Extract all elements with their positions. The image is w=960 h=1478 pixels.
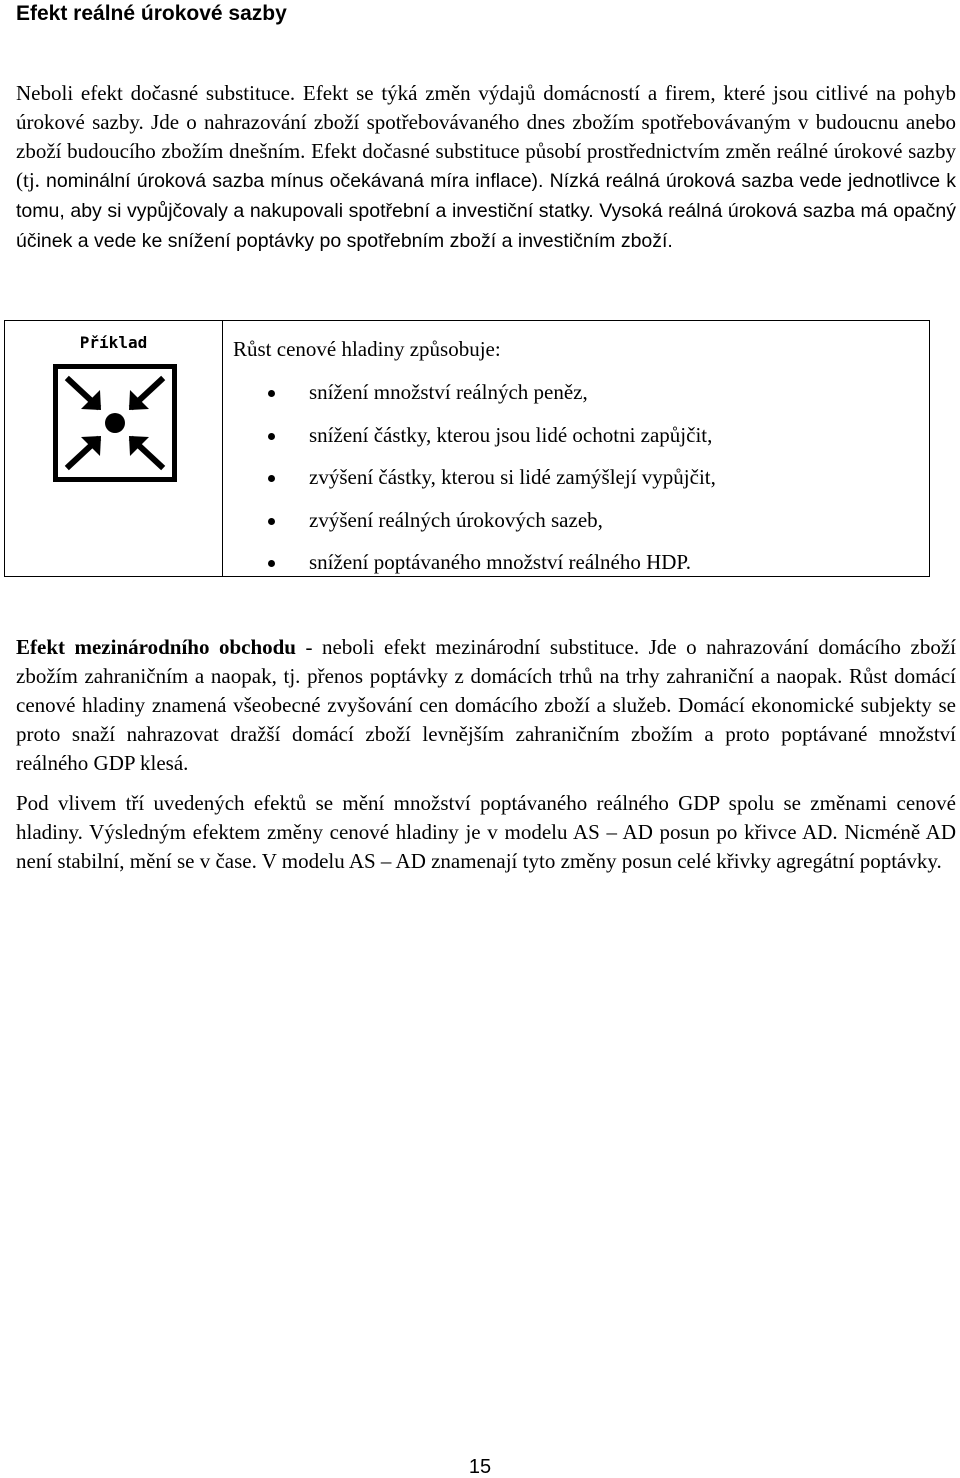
bullet-icon — [268, 475, 275, 482]
bullet-icon — [268, 390, 275, 397]
paragraph-international-trade-effect — [16, 633, 956, 778]
list-item: snížení množství reálných peněz, — [267, 378, 716, 421]
paragraph1-serif-text: Neboli efekt dočasné substituce. Efekt se týká změn výdajů domácností a firem, které jsou citlivé na pohyb úrokové sazby. Jde o nahrazování zboží spotřebovávaného dnes zbožím spotřebovávaným v budoucnu anebo zboží budoucího zbožím dnešním. Efekt dočasné substituce působí prostřednictvím změn reálné úrokové sazby (tj. — [16, 81, 956, 192]
paragraph1-sans-text: nominální úroková sazba mínus očekávaná míra inflace). Nízká reálná úroková sazba vede jednotlivce k tomu, aby si vypůjčovaly a nakupovali spotřební a investiční statky. Vysoká reálná úroková sazba má opačný účinek a vede ke snížení poptávky po spotřebním zboží a investičním zboží. — [16, 170, 956, 252]
list-item: zvýšení částky, kterou si lidé zamýšlejí vypůjčit, — [267, 463, 716, 506]
example-box-divider — [222, 321, 223, 576]
paragraph-summary: Pod vlivem tří uvedených efektů se mění množství poptávaného reálného GDP spolu se změnami cenové hladiny. Výsledným efektem změny cenové hladiny je v modelu AS – AD posun po křivce AD. Nicméně AD není stabilní, mění se v čase. V modelu AS – AD znamenají tyto změny posun celé křivky agregátní poptávky. — [16, 791, 956, 873]
bullet-icon — [268, 518, 275, 525]
paragraph-real-interest-rate-effect — [16, 79, 956, 256]
list-item: zvýšení reálných úrokových sazeb, — [267, 506, 716, 549]
paragraph2-bold-term: Efekt mezinárodního obchodu — [16, 635, 296, 659]
bullet-icon — [268, 433, 275, 440]
converging-arrows-icon — [53, 364, 177, 487]
list-item: snížení částky, kterou jsou lidé ochotni zapůjčit, — [267, 421, 716, 464]
example-box — [4, 320, 930, 577]
list-item: snížení poptávaného množství reálného HDP. — [267, 548, 716, 591]
section-heading: Efekt reálné úrokové sazby — [16, 2, 287, 25]
paragraph2-text: - neboli efekt mezinárodní substituce. Jde o nahrazování domácího zboží zbožím zahraničním a naopak, tj. přenos poptávky z domácích trhů na trhy zahraniční a naopak. Růst domácí cenové hladiny znamená všeobecné zvyšování cen domácího zboží a služeb. Domácí ekonomické subjekty se proto snaží nahrazovat dražší domácí zboží levnějším zahraničním zbožím a proto poptávané množství reálného GDP klesá. — [16, 635, 957, 775]
bullet-icon — [268, 560, 275, 567]
example-label: Příklad — [79, 333, 148, 352]
example-intro: Růst cenové hladiny způsobuje: — [233, 337, 501, 361]
example-list — [267, 378, 716, 591]
page-number: 15 — [468, 1456, 492, 1478]
